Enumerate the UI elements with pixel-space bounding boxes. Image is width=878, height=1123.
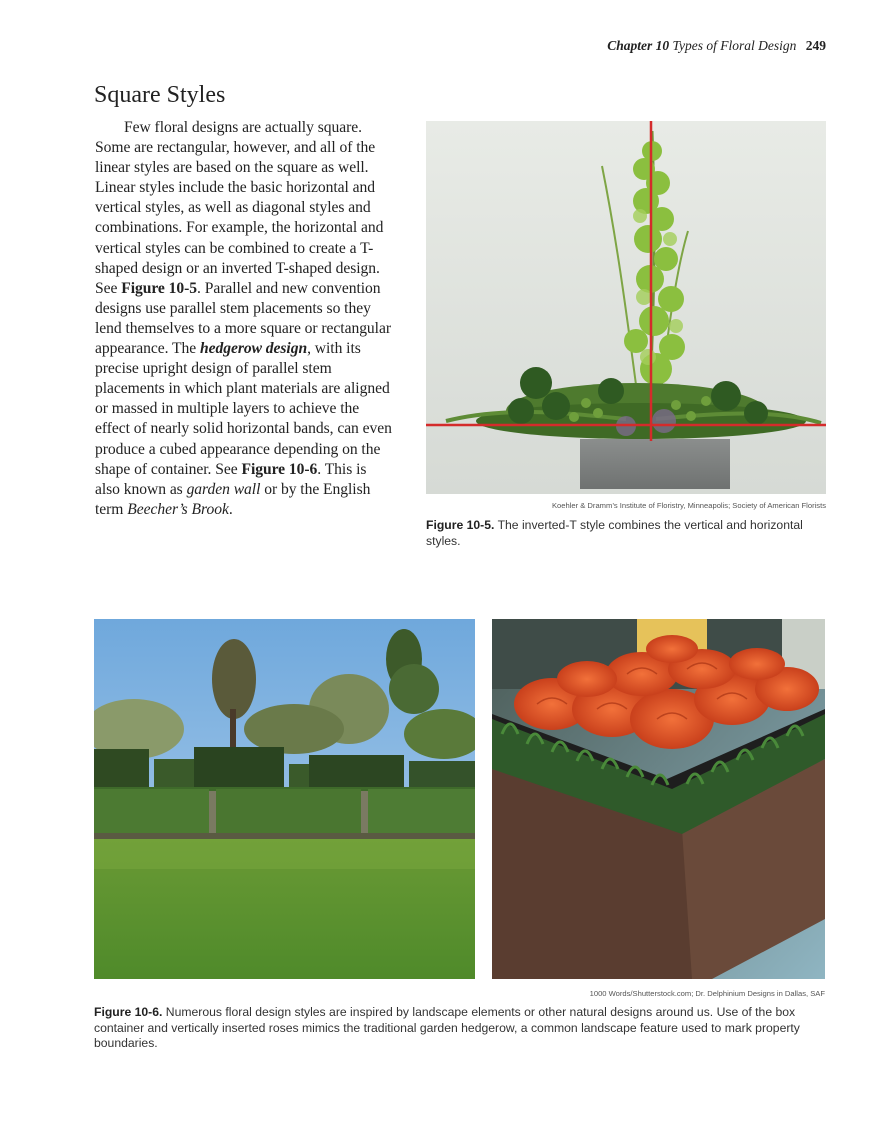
body-text-run: or by the English term bbox=[95, 480, 371, 518]
figure-10-6-rose-box-photo bbox=[492, 619, 825, 979]
page-number: 249 bbox=[805, 38, 826, 53]
body-text-run: , with its precise upright design of parallel stem placements in which plant materials are aligned or massed in multiple layers to achieve the effect of nearly solid horizontal bands, can even produce a cubed appearance depending on the shape of container. See bbox=[95, 340, 392, 478]
figure-10-6-caption bbox=[94, 1005, 824, 1052]
figure-reference: Figure 10-5 bbox=[121, 279, 198, 297]
figure-10-6-hedgerow-photo bbox=[94, 619, 475, 979]
figure-label: Figure 10-6. bbox=[94, 1005, 163, 1019]
chapter-title: Types of Floral Design bbox=[672, 38, 797, 53]
figure-reference: Figure 10-6 bbox=[241, 460, 318, 478]
alt-term: Beecher’s Brook bbox=[127, 500, 229, 518]
body-paragraph bbox=[95, 118, 395, 520]
caption-text: Numerous floral design styles are inspired by landscape elements or other natural designs around us. Use of the box container and vertically inserted roses mimics the traditional garden hedgerow, a common landscape feature used to mark property boundaries. bbox=[94, 1005, 800, 1050]
body-text-run: . bbox=[228, 500, 233, 518]
body-text-run: . Parallel and new convention designs use parallel stem placements so they lend themselves to a more square or rectangular appearance. The bbox=[95, 279, 391, 358]
figure-10-5-credit: Koehler & Dramm’s Institute of Floristry, Minneapolis; Society of American Florists bbox=[551, 501, 826, 510]
caption-text: The inverted-T style combines the vertical and horizontal styles. bbox=[426, 518, 803, 548]
figure-10-5-photo bbox=[426, 121, 826, 494]
figure-10-6-credit: 1000 Words/Shutterstock.com; Dr. Delphinium Designs in Dallas, SAF bbox=[589, 989, 825, 998]
chapter-label: Chapter 10 bbox=[607, 38, 670, 53]
body-text-run: Few floral designs are actually square. Some are rectangular, however, and all of the linear styles are based on the square as well. Linear styles include the basic horizontal and vertical styles, as well as diagonal styles and combinations. For example, the horizontal and vertical styles can be combined to create a T-shaped design or an inverted T-shaped design. See bbox=[95, 119, 384, 297]
figure-10-5-caption bbox=[426, 518, 828, 549]
section-title: Square Styles bbox=[94, 82, 226, 108]
key-term: hedgerow design bbox=[199, 340, 308, 358]
figure-label: Figure 10-5. bbox=[426, 518, 495, 532]
alt-term: garden wall bbox=[186, 480, 261, 498]
body-text-run: . This is also known as bbox=[95, 460, 367, 498]
running-header bbox=[607, 38, 826, 54]
